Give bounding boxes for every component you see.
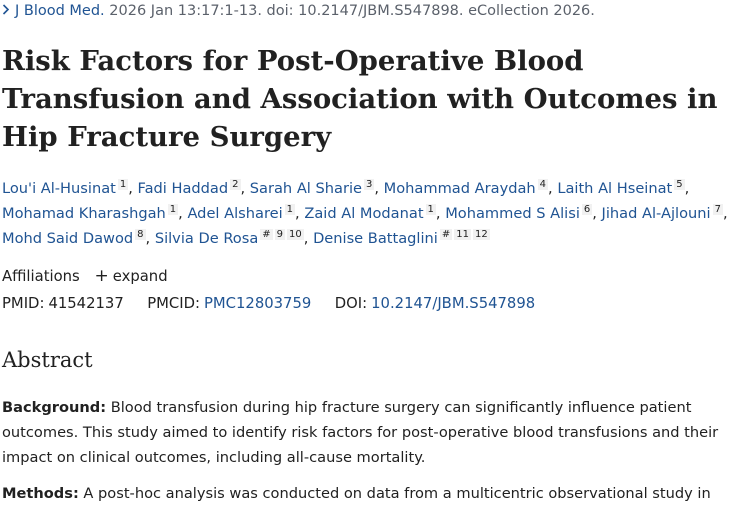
citation-details: 2026 Jan 13:17:1-13. doi: 10.2147/JBM.S547898. eCollection 2026. xyxy=(109,3,595,19)
affiliation-number[interactable]: 1 xyxy=(286,204,294,215)
author-link[interactable]: Laith Al Hseinat xyxy=(557,180,673,197)
affiliation-number[interactable]: 10 xyxy=(289,229,302,240)
author-list xyxy=(2,176,747,251)
journal-link[interactable]: J Blood Med. xyxy=(15,3,105,19)
author-link[interactable]: Zaid Al Modanat xyxy=(304,205,424,222)
author-separator: , xyxy=(722,205,728,222)
author-link[interactable]: Mohammed S Alisi xyxy=(445,205,580,222)
pmcid-label: PMCID: xyxy=(147,295,200,312)
affiliation-number[interactable]: 12 xyxy=(474,229,488,240)
methods-text: A post-hoc analysis was conducted on data from a multicentric observational study in xyxy=(83,485,711,502)
affiliation-number[interactable]: 6 xyxy=(583,204,591,215)
article-title: Risk Factors for Post-Operative Blood Transfusion and Association with Outcomes in Hip Fracture Surgery xyxy=(2,45,718,153)
chevron-right-icon[interactable] xyxy=(2,3,12,19)
citation-line xyxy=(2,3,595,19)
affiliation-number[interactable]: 2 xyxy=(232,179,239,190)
author-link[interactable]: Lou'i Al-Husinat xyxy=(2,180,116,197)
author-link[interactable]: Denise Battaglini xyxy=(313,230,438,247)
author-separator: , xyxy=(240,180,250,197)
author-separator: , xyxy=(128,180,138,197)
author-separator: , xyxy=(178,205,188,222)
affiliation-number[interactable]: 5 xyxy=(676,179,683,190)
pmid-value: 41542137 xyxy=(48,295,124,312)
abstract-methods xyxy=(2,481,742,506)
pmcid-link[interactable]: PMC12803759 xyxy=(203,295,312,312)
author-link[interactable]: Silvia De Rosa xyxy=(154,230,259,247)
affiliation-number[interactable]: 8 xyxy=(137,229,144,240)
affiliation-number[interactable]: # xyxy=(262,229,271,240)
author-separator: , xyxy=(145,230,155,247)
author-separator: , xyxy=(303,230,314,247)
author-link[interactable]: Adel Alsharei xyxy=(187,205,283,222)
author-separator: , xyxy=(435,205,446,222)
affiliation-number[interactable]: # xyxy=(441,229,451,240)
affiliation-number[interactable]: 1 xyxy=(119,179,127,190)
author-separator: , xyxy=(548,180,558,197)
plus-icon: + xyxy=(94,266,109,286)
background-label: Background: xyxy=(2,399,107,416)
author-link[interactable]: Sarah Al Sharie xyxy=(249,180,362,197)
identifiers-row xyxy=(2,295,535,312)
author-separator: , xyxy=(684,180,690,197)
affiliation-number[interactable]: 1 xyxy=(427,204,434,215)
author-separator: , xyxy=(592,205,602,222)
author-link[interactable]: Mohd Said Dawod xyxy=(2,230,134,247)
doi-label: DOI: xyxy=(334,295,368,312)
expand-affiliations-button[interactable] xyxy=(85,268,168,285)
affiliations-row xyxy=(2,266,168,286)
affiliations-label: Affiliations xyxy=(2,268,80,285)
doi-link[interactable]: 10.2147/JBM.S547898 xyxy=(371,295,536,312)
author-link[interactable]: Mohammad Araydah xyxy=(383,180,536,197)
author-link[interactable]: Mohamad Kharashgah xyxy=(2,205,166,222)
affiliation-number[interactable]: 9 xyxy=(276,229,284,240)
affiliation-number[interactable]: 1 xyxy=(169,204,177,215)
affiliation-number[interactable]: 11 xyxy=(456,229,469,240)
affiliation-number[interactable]: 7 xyxy=(714,204,721,215)
abstract-heading: Abstract xyxy=(2,348,93,372)
methods-label: Methods: xyxy=(2,485,79,502)
author-separator: , xyxy=(374,180,384,197)
author-separator: , xyxy=(295,205,305,222)
affiliation-number[interactable]: 4 xyxy=(539,179,547,190)
author-link[interactable]: Jihad Al-Ajlouni xyxy=(601,205,711,222)
pmid-label: PMID: xyxy=(2,295,45,312)
affiliation-number[interactable]: 3 xyxy=(366,179,373,190)
background-text: Blood transfusion during hip fracture surgery can significantly influence patient outcomes. This study aimed to identify risk factors for post-operative blood transfusions and their impact on clinical outcomes, including all-cause mortality. xyxy=(2,399,719,466)
author-link[interactable]: Fadi Haddad xyxy=(137,180,229,197)
abstract-background xyxy=(2,395,742,470)
expand-label: expand xyxy=(112,268,168,285)
